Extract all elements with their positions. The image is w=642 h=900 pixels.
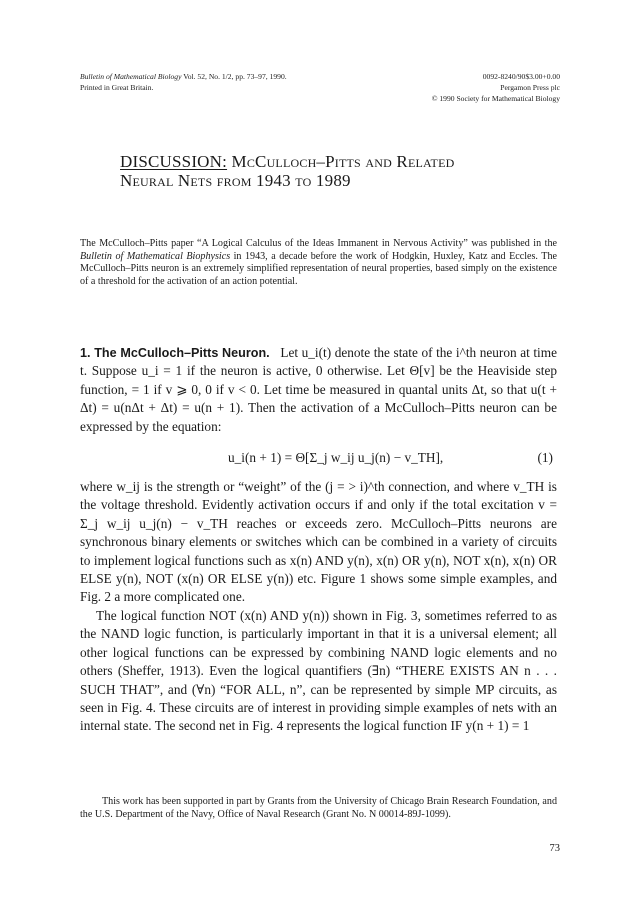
paragraph-1: where w_ij is the strength or “weight” of the (j = > i)^th connection, and where v_TH is the voltage threshold. Evidently activation occurs if and only if the total excitation v = Σ_j w_ij u_j(n) − v_TH reaches or exceeds zero. McCulloch–Pitts neurons are synchronous binary elements or switches which can be combined in a variety of circuits to implement logical functions such as x(n) AND y(n), x(n) OR y(n), NOT x(n), x(n) OR ELSE y(n), NOT (x(n) OR ELSE y(n)) etc. Figure 1 shows some simple examples, and Fig. 2 a more complicated one. [80, 479, 557, 605]
paragraph-2: The logical function NOT (x(n) AND y(n)) shown in Fig. 3, sometimes referred to as the NAND logic function, is particularly important in that it is a universal element; all other logical functions can be expressed by combining NAND logic elements and no others (Sheffer, 1913). Even the logical quantifiers (∃n) “THERE EXISTS AN n . . . SUCH THAT”, and (∀n) “FOR ALL, n”, can be represented by simple MP circuits, as seen in Fig. 4. These circuits are of interest in providing simple examples of nets with an internal state. The second net in Fig. 4 represents the logical function IF y(n + 1) = 1 [80, 607, 557, 734]
page-number: 73 [549, 843, 560, 854]
title-line-1: McCulloch–Pitts and Related [227, 152, 455, 171]
equation-row [80, 442, 557, 474]
publisher: Pergamon Press plc [500, 83, 560, 92]
journal-volume: Vol. 52, No. 1/2, pp. 73–97, 1990. [181, 72, 287, 81]
copyright: © 1990 Society for Mathematical Biology [431, 94, 560, 103]
journal-name: Bulletin of Mathematical Biology [80, 72, 182, 81]
title-line-2: Neural Nets from 1943 to 1989 [120, 171, 351, 190]
title-discussion: DISCUSSION: [120, 152, 228, 171]
section-1 [80, 344, 557, 736]
abstract [80, 238, 557, 288]
price-code: 0092-8240/90$3.00+0.00 [482, 72, 560, 81]
equation: u_i(n + 1) = Θ[Σ_j w_ij u_j(n) − v_TH], [228, 450, 444, 466]
paper-title [120, 152, 454, 190]
abstract-journal: Bulletin of Mathematical Biophysics [80, 250, 231, 262]
abstract-text-1: The McCulloch–Pitts paper “A Logical Calculus of the Ideas Immanent in Nervous Activity” was published in the [80, 238, 557, 249]
section-heading: 1. The McCulloch–Pitts Neuron. [80, 346, 270, 360]
section-intro: Let u_i(t) denote the state of the i^th neuron at time t. Suppose u_i = 1 if the neuron is active, 0 otherwise. Let Θ[v] be the Heaviside step function, = 1 if v ⩾ 0, 0 if v < 0. Let time be measured in quantal units Δt, so that u(t + Δt) = u(nΔt + Δt) = u(n + 1). Then the activation of a McCulloch–Pitts neuron can be expressed by the equation: [80, 345, 557, 434]
journal-citation [80, 71, 287, 93]
printed-note: Printed in Great Britain. [80, 83, 154, 92]
footnote: This work has been supported in part by Grants from the University of Chicago Brain Research Foundation, and the U.S. Department of the Navy, Office of Naval Research (Grant No. N 00014-89J-1099). [80, 796, 557, 820]
equation-number: (1) [537, 450, 553, 466]
abstract-text-2: in 1943, a decade before the work of Hodgkin, Huxley, Katz and Eccles. The McCulloch–Pitts neuron is an extremely simplified representation of neural properties, based simply on the existence of a threshold for the activation of an action potential. [80, 250, 557, 287]
publisher-info [432, 71, 560, 104]
